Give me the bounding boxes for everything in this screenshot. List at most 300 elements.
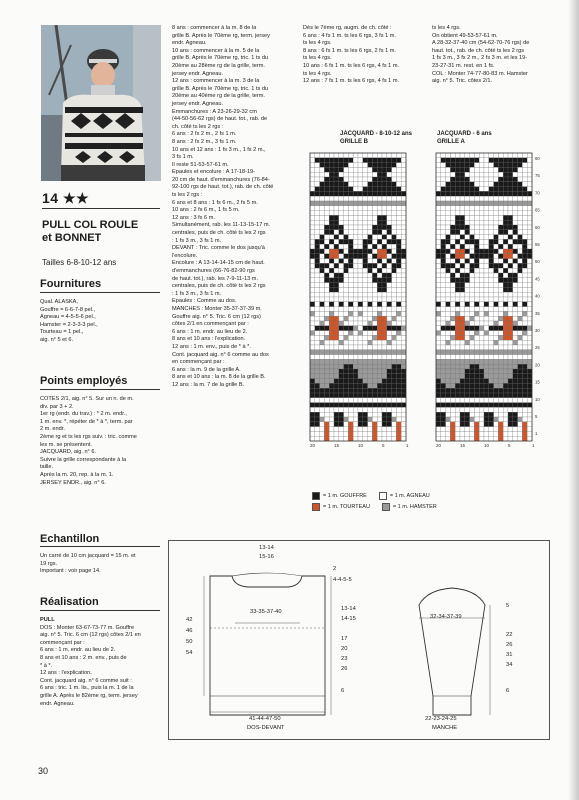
- grille-a-cell: [498, 355, 503, 360]
- grille-a-cell: [465, 307, 470, 312]
- grille-b-cell: [363, 263, 368, 268]
- grille-b-cell: [320, 436, 325, 441]
- grille-a-cell: [513, 287, 518, 292]
- grille-a-cell: [508, 187, 513, 192]
- grille-a-cell: [489, 263, 494, 268]
- grille-b-cell: [348, 427, 353, 432]
- grille-a-cell: [474, 321, 479, 326]
- grille-b-cell: [396, 307, 401, 312]
- grille-a-cell: [498, 302, 503, 307]
- grille-b-cell: [396, 403, 401, 408]
- line: 12 ans : 7 fs 1 m. ts les 6 rgs, 4 fs 1 m.: [303, 78, 400, 85]
- grille-b-cell: [315, 398, 320, 403]
- grille-b-cell: [392, 287, 397, 292]
- grille-a-cell: [441, 254, 446, 259]
- grille-a-cell: [460, 230, 465, 235]
- grille-a-cell: [436, 393, 441, 398]
- grille-b-cell: [320, 403, 325, 408]
- grille-b-cell: [324, 278, 329, 283]
- grille-a-cell: [484, 153, 489, 158]
- grille-a-cell: [484, 374, 489, 379]
- grille-a-cell: [489, 369, 494, 374]
- grille-a-cell: [479, 220, 484, 225]
- grille-b-cell: [334, 278, 339, 283]
- grille-b-cell: [320, 215, 325, 220]
- grille-a-cell: [474, 225, 479, 230]
- grille-a-cell: [494, 172, 499, 177]
- grille-a-cell: [513, 427, 518, 432]
- grille-a-cell: [470, 230, 475, 235]
- grille-b-cell: [310, 355, 315, 360]
- grille-a-cell: [455, 263, 460, 268]
- grille-a-cell: [455, 326, 460, 331]
- grille-b-cell: [344, 211, 349, 216]
- grille-b-cell: [368, 388, 373, 393]
- grille-a-cell: [527, 374, 532, 379]
- grille-b-cell: [368, 403, 373, 408]
- grille-a-cell: [470, 436, 475, 441]
- instructions-col2: [172, 25, 294, 390]
- grille-a-cell: [460, 235, 465, 240]
- grille-a-cell: [470, 345, 475, 350]
- grille-b-cell: [324, 383, 329, 388]
- grille-b-cell: [353, 340, 358, 345]
- grille-a-cell: [518, 407, 523, 412]
- grille-b-cell: [401, 278, 406, 283]
- grille-a-cell: [479, 254, 484, 259]
- grille-a-cell: [446, 158, 451, 163]
- grille-a-cell: [527, 177, 532, 182]
- grille-a-cell: [436, 417, 441, 422]
- grille-a-cell: [455, 239, 460, 244]
- grille-a-cell: [508, 297, 513, 302]
- grille-a-cell: [470, 254, 475, 259]
- grille-a-cell: [518, 206, 523, 211]
- legend-tourteau: [312, 503, 370, 511]
- grille-a-cell: [527, 355, 532, 360]
- legend-agneau: [379, 492, 430, 500]
- grille-b-cell: [382, 369, 387, 374]
- grille-b-cell: [368, 321, 373, 326]
- grille-a-cell: [522, 321, 527, 326]
- grille-b-cell: [320, 283, 325, 288]
- grille-a-cell: [441, 359, 446, 364]
- grille-a-cell: [513, 215, 518, 220]
- grille-a-cell: [484, 225, 489, 230]
- grille-b-cell: [334, 302, 339, 307]
- grille-b-cell: [329, 374, 334, 379]
- grille-a-cell: [436, 427, 441, 432]
- grille-b-cell: [344, 427, 349, 432]
- grille-b-cell: [372, 249, 377, 254]
- line: * à *.: [40, 662, 53, 669]
- grille-a-cell: [489, 201, 494, 206]
- grille-b-cell: [315, 225, 320, 230]
- grille-b-cell: [310, 273, 315, 278]
- grille-b-cell: [396, 369, 401, 374]
- grille-a-cell: [489, 393, 494, 398]
- grille-a-cell: [436, 278, 441, 283]
- grille-a-cell: [446, 417, 451, 422]
- grille-a-cell: [518, 383, 523, 388]
- grille-a-cell: [460, 158, 465, 163]
- grille-a-cell: [513, 412, 518, 417]
- grille-b-cell: [310, 374, 315, 379]
- grille-b-cell: [372, 311, 377, 316]
- grille-a-cell: [460, 307, 465, 312]
- grille-b-cell: [310, 211, 315, 216]
- grille-a-cell: [450, 335, 455, 340]
- grille-b-cell: [392, 283, 397, 288]
- grille-a-cell: [513, 191, 518, 196]
- grille-a-cell: [527, 153, 532, 158]
- grille-a-cell: [503, 215, 508, 220]
- grille-a-cell: [436, 182, 441, 187]
- grille-a-cell: [518, 158, 523, 163]
- grille-b-cell: [363, 417, 368, 422]
- grille-b-cell: [382, 263, 387, 268]
- grille-a-cell: [450, 340, 455, 345]
- grille-b-cell: [329, 422, 334, 427]
- grille-b-cell: [382, 311, 387, 316]
- grille-a-cell: [450, 273, 455, 278]
- grille-b-cell: [401, 374, 406, 379]
- grille-b-cell: [372, 417, 377, 422]
- grille-b-cell: [334, 191, 339, 196]
- grille-b-cell: [387, 412, 392, 417]
- grille-b-cell: [320, 167, 325, 172]
- grille-b-cell: [344, 331, 349, 336]
- grille-b-cell: [334, 412, 339, 417]
- grille-a-cell: [494, 403, 499, 408]
- grille-b-cell: [363, 321, 368, 326]
- grille-b-cell: [396, 211, 401, 216]
- grille-a-cell: [436, 321, 441, 326]
- height-value: 54: [186, 650, 193, 656]
- grille-b-cell: [396, 326, 401, 331]
- grille-b-cell: [372, 254, 377, 259]
- grille-a-cell: [518, 355, 523, 360]
- grille-b-cell: [334, 220, 339, 225]
- grille-a-cell: [484, 340, 489, 345]
- grille-b-cell: [396, 263, 401, 268]
- grille-b-cell: [401, 335, 406, 340]
- grille-b-cell: [401, 187, 406, 192]
- grille-a-cell: [508, 388, 513, 393]
- grille-b-cell: [353, 273, 358, 278]
- grille-a-cell: [498, 292, 503, 297]
- grille-b-cell: [368, 158, 373, 163]
- grille-b-cell: [401, 364, 406, 369]
- grille-b-cell: [348, 196, 353, 201]
- grille-b-cell: [387, 388, 392, 393]
- grille-b-cell: [358, 235, 363, 240]
- grille-a-cell: [489, 278, 494, 283]
- grille-b-cell: [344, 388, 349, 393]
- grille-b-cell: [363, 374, 368, 379]
- grille-b-cell: [344, 182, 349, 187]
- grille-b-cell: [382, 225, 387, 230]
- grille-a-cell: [479, 335, 484, 340]
- grille-b-cell: [377, 297, 382, 302]
- grille-a-cell: [513, 278, 518, 283]
- grille-b-cell: [382, 422, 387, 427]
- grille-b-cell: [358, 431, 363, 436]
- grille-a-cell: [441, 340, 446, 345]
- grille-b-cell: [377, 278, 382, 283]
- grille-a-cell: [441, 177, 446, 182]
- grille-a-row-tick: 25: [535, 345, 540, 351]
- grille-a-cell: [446, 268, 451, 273]
- grille-a-cell: [522, 297, 527, 302]
- grille-b-cell: [344, 436, 349, 441]
- grille-b-cell: [401, 239, 406, 244]
- grille-a-cell: [484, 355, 489, 360]
- grille-b-cell: [401, 254, 406, 259]
- grille-b-cell: [339, 191, 344, 196]
- height-value: 31: [506, 652, 513, 658]
- grille-a-cell: [484, 206, 489, 211]
- sizes: Tailles 6-8-10-12 ans: [42, 258, 117, 267]
- line: PULL: [40, 617, 55, 623]
- grille-a-cell: [446, 283, 451, 288]
- grille-a-cell: [494, 407, 499, 412]
- grille-b-cell: [396, 177, 401, 182]
- grille-b-cell: [363, 172, 368, 177]
- grille-b-cell: [329, 383, 334, 388]
- grille-b-cell: [353, 297, 358, 302]
- grille-a-cell: [474, 383, 479, 388]
- grille-b-cell: [382, 326, 387, 331]
- grille-a-cell: [518, 302, 523, 307]
- grille-a-cell: [441, 422, 446, 427]
- grille-a-cell: [522, 407, 527, 412]
- grille-b-cell: [320, 398, 325, 403]
- grille-a-cell: [522, 311, 527, 316]
- grille-a-cell: [513, 422, 518, 427]
- grille-b-cell: [344, 398, 349, 403]
- grille-a-cell: [503, 187, 508, 192]
- grille-b-cell: [358, 153, 363, 158]
- grille-a-cell: [513, 379, 518, 384]
- grille-a-cell: [470, 359, 475, 364]
- grille-b-cell: [401, 177, 406, 182]
- grille-b-cell: [324, 431, 329, 436]
- grille-b-cell: [315, 383, 320, 388]
- grille-a-cell: [441, 335, 446, 340]
- grille-b-cell: [396, 350, 401, 355]
- grille-a-cell: [489, 268, 494, 273]
- grille-a-cell: [474, 187, 479, 192]
- grille-a-cell: [450, 427, 455, 432]
- grille-a-cell: [455, 335, 460, 340]
- grille-b-cell: [368, 383, 373, 388]
- grille-a-cell: [474, 167, 479, 172]
- grille-a-cell: [446, 244, 451, 249]
- grille-b-cell: [358, 403, 363, 408]
- grille-a-cell: [489, 287, 494, 292]
- grille-b-cell: [372, 355, 377, 360]
- grille-b-cell: [310, 196, 315, 201]
- grille-b-cell: [315, 254, 320, 259]
- grille-b-cell: [353, 167, 358, 172]
- grille-b-cell: [320, 417, 325, 422]
- grille-b-cell: [329, 355, 334, 360]
- grille-a-cell: [518, 350, 523, 355]
- grille-a-cell: [522, 417, 527, 422]
- grille-b-cell: [310, 215, 315, 220]
- grille-a-cell: [513, 244, 518, 249]
- grille-b-cell: [377, 431, 382, 436]
- grille-b-cell: [358, 273, 363, 278]
- grille-b-cell: [348, 244, 353, 249]
- grille-a-cell: [527, 388, 532, 393]
- grille-b-cell: [315, 393, 320, 398]
- grille-b-cell: [324, 263, 329, 268]
- grille-b-cell: [363, 158, 368, 163]
- grille-b-cell: [320, 273, 325, 278]
- grille-b-cell: [348, 292, 353, 297]
- grille-a-cell: [479, 407, 484, 412]
- grille-a-cell: [479, 172, 484, 177]
- grille-a-cell: [455, 273, 460, 278]
- grille-b-cell: [372, 278, 377, 283]
- grille-a-cell: [460, 427, 465, 432]
- grille-a-cell: [441, 244, 446, 249]
- grille-b-cell: [358, 422, 363, 427]
- grille-b-cell: [348, 254, 353, 259]
- line: 8 ans : 6 fs 1 m. ts les 6 rgs, 2 fs 1 m.: [303, 47, 396, 54]
- line: jersey endr. Agneau.: [172, 100, 224, 107]
- grille-a-col-tick: 15: [460, 443, 466, 448]
- grille-b-cell: [377, 172, 382, 177]
- grille-a-cell: [489, 225, 494, 230]
- grille-b-cell: [339, 153, 344, 158]
- grille-a-cell: [450, 350, 455, 355]
- grille-b-cell: [353, 431, 358, 436]
- grille-b-cell: [368, 359, 373, 364]
- grille-b-cell: [358, 359, 363, 364]
- grille-b-cell: [320, 326, 325, 331]
- grille-a-cell: [470, 407, 475, 412]
- grille-a-cell: [446, 331, 451, 336]
- grille-a-cell: [513, 230, 518, 235]
- grille-b-cell: [377, 230, 382, 235]
- grille-b-cell: [363, 307, 368, 312]
- grille-a-cell: [527, 412, 532, 417]
- grille-b-cell: [353, 259, 358, 264]
- grille-a-cell: [479, 307, 484, 312]
- grille-a-cell: [455, 283, 460, 288]
- grille-a-cell: [455, 177, 460, 182]
- grille-b-cell: [377, 254, 382, 259]
- grille-b-cell: [392, 398, 397, 403]
- grille-a-cell: [508, 244, 513, 249]
- grille-a-cell: [494, 412, 499, 417]
- realisation-text: [40, 617, 162, 708]
- grille-b-cell: [396, 158, 401, 163]
- grille-b-cell: [372, 350, 377, 355]
- grille-b-cell: [372, 167, 377, 172]
- grille-a-cell: [494, 302, 499, 307]
- grille-a-cell: [450, 167, 455, 172]
- grille-b-cell: [348, 311, 353, 316]
- grille-b-cell: [320, 292, 325, 297]
- grille-b-cell: [334, 225, 339, 230]
- grille-a-cell: [460, 153, 465, 158]
- line: Un carré de 10 cm jacquard = 15 m. et: [40, 553, 136, 559]
- grille-b-cell: [368, 287, 373, 292]
- grille-b-cell: [372, 220, 377, 225]
- grille-a-cell: [460, 311, 465, 316]
- grille-b-cell: [396, 206, 401, 211]
- grille-b-cell: [324, 350, 329, 355]
- grille-a-cell: [513, 331, 518, 336]
- grille-b-cell: [320, 379, 325, 384]
- grille-a-cell: [474, 278, 479, 283]
- grille-a-cell: [518, 427, 523, 432]
- grille-a-col-tick: 20: [436, 443, 442, 448]
- grille-b-cell: [372, 158, 377, 163]
- grille-b-cell: [353, 235, 358, 240]
- grille-b-cell: [363, 215, 368, 220]
- grille-a-cell: [503, 191, 508, 196]
- grille-a-cell: [460, 163, 465, 168]
- grille-a-cell: [489, 398, 494, 403]
- grille-b-cell: [382, 379, 387, 384]
- grille-b-cell: [324, 206, 329, 211]
- grille-b-cell: [372, 225, 377, 230]
- grille-a-cell: [450, 307, 455, 312]
- grille-a-cell: [465, 331, 470, 336]
- grille-a-cell: [494, 374, 499, 379]
- grille-b-cell: [334, 297, 339, 302]
- grille-a-cell: [436, 302, 441, 307]
- grille-b-cell: [348, 436, 353, 441]
- grille-b-cell: [372, 383, 377, 388]
- grille-b-cell: [353, 278, 358, 283]
- grille-a-cell: [465, 379, 470, 384]
- grille-a-cell: [441, 268, 446, 273]
- grille-b-cell: [401, 220, 406, 225]
- grille-b-cell: [387, 355, 392, 360]
- grille-a-cell: [527, 393, 532, 398]
- grille-b-cell: [363, 283, 368, 288]
- grille-a-cell: [465, 263, 470, 268]
- grille-a-cell: [494, 225, 499, 230]
- grille-a-cell: [484, 431, 489, 436]
- grille-b-cell: [392, 230, 397, 235]
- grille-a-cell: [470, 355, 475, 360]
- line: 6 ans : tric. 1 m. lis., puis la m. 1 de la: [40, 685, 134, 692]
- grille-b-cell: [396, 422, 401, 427]
- grille-b-cell: [396, 398, 401, 403]
- grille-a-cell: [441, 393, 446, 398]
- grille-b-cell: [353, 206, 358, 211]
- grille-b-cell: [329, 335, 334, 340]
- grille-b-cell: [368, 431, 373, 436]
- grille-a-cell: [489, 379, 494, 384]
- grille-b-cell: [377, 407, 382, 412]
- grille-b-cell: [348, 230, 353, 235]
- grille-b-cell: [358, 388, 363, 393]
- grille-b-cell: [339, 158, 344, 163]
- grille-a-cell: [527, 287, 532, 292]
- grille-b-cell: [334, 196, 339, 201]
- grille-b-cell: [358, 215, 363, 220]
- grille-a-cell: [446, 398, 451, 403]
- grille-b-cell: [363, 273, 368, 278]
